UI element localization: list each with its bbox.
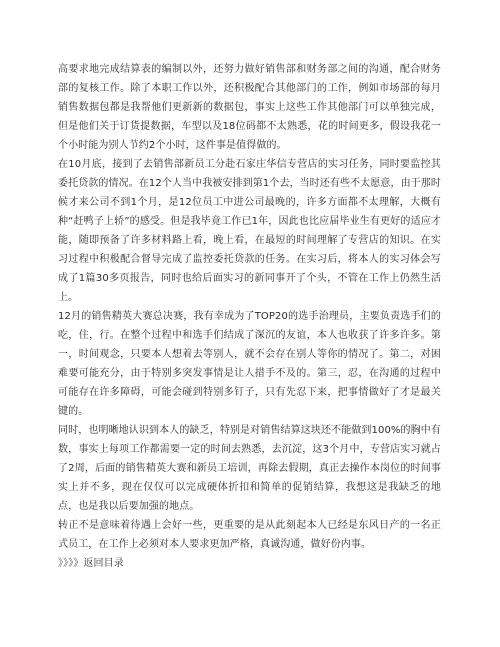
paragraph-sales-contest: 12月的销售精英大赛总决赛，我有幸成为了TOP20的选手治理员，主要负责选手们的吃，住，行。在整个过程中和选手们结成了深沉的友谊，本人也收获了许多许多。第一，时间观念，只要本人想着去等别人，就不会存在别人等你的情况了。第二，对困难要可能充分，由于特别多突发事情是让人措手不及的。第三，忍，在沟通的过程中可能存在许多障碍，可能会碰到特别多钉子，只有先忍下来，把事情做好了才是最关键的。: [58, 311, 441, 417]
document-body: [58, 60, 441, 573]
back-to-toc-link[interactable]: 》》》》返回目录: [58, 558, 124, 569]
paragraph-shortcomings: 同时，也明晰地认识到本人的缺乏，特别是对销售结算这块还不能做到100%的胸中有数，事实上每项工作都需要一定的时间去熟悉，去沉淀，这3个月中，专营店实习就占了2周，后面的销售精英大赛和新员工培训，再除去假期，真正去操作本岗位的时间事实上并不多，现在仅仅可以完成硬体折扣和简单的促销结算，我想这是我缺乏的地点，也是我以后要加强的地点。: [58, 425, 441, 512]
paragraph-settlement-work: 高要求地完成结算表的编制以外，还努力做好销售部和财务部之间的沟通，配合财务部的复核工作。除了本职工作以外，还积极配合其他部门的工作，例如市场部的每月销售数据包都是我帮他们更新新的数据包，事实上这些工作其他部门可以单独完成，但是他们关于订货提数据，车型以及18位码都不太熟悉，花的时间更多，假设我花一个小时能为别人节约2个小时，这件事是值得做的。: [58, 64, 441, 151]
paragraph-internship: 在10月底，接到了去销售部新员工分赴石家庄华信专营店的实习任务，同时要监控其委托贷款的情况。在12个人当中我被安排到第1个去，当时还有些不太愿意，由于那时候才来公司不到1个月，是12位员工中进公司最晚的，许多方面都不太理解，大概有种“赶鸭子上轿”的感受。但是我毕竟工作已1年，因此也比应届毕业生有更好的适应才能，随即预备了许多材料路上看，晚上看，在最短的时间理解了专营店的知识。在实习过程中积极配合督导完成了监控委托贷款的任务。在实习后，将本人的实习体会写成了1篇30多页报告，同时也给后面实习的新同事开了个头，不管在工作上仍然生活上。: [58, 159, 441, 303]
paragraph-regularization: 转正不是意味着待遇上会好一些，更重要的是从此刻起本人已经是东风日产的一名正式员工，在工作上必须对本人要求更加严格，真诚沟通，做好份内事。: [58, 520, 441, 550]
